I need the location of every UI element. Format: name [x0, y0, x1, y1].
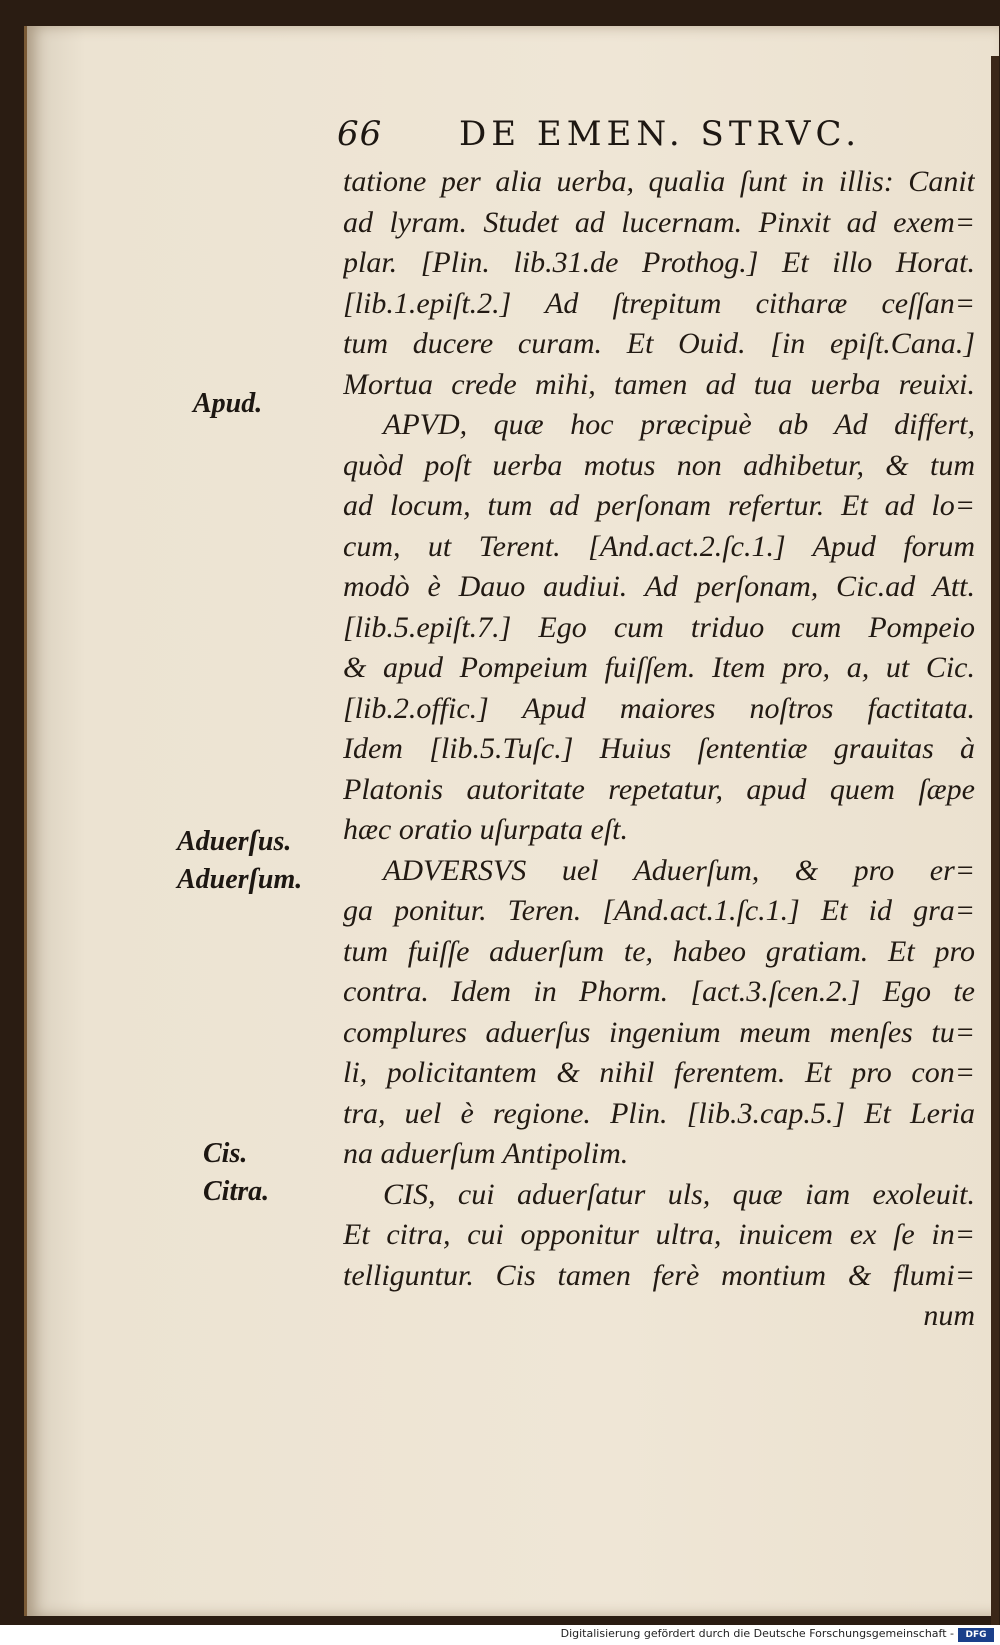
margin-note-apud: Apud.	[193, 388, 263, 419]
text-line: Mortua crede mihi, tamen ad tua uerba reuixi.	[343, 367, 975, 401]
text-line: li, policitantem & nihil ferentem. Et pro con=	[343, 1056, 975, 1089]
margin-note-citra: Citra.	[203, 1176, 270, 1207]
text-line: [lib.5.epiſt.7.] Ego cum triduo cum Pompeio	[343, 610, 975, 644]
running-head-title: DE EMEN. STRVC.	[459, 114, 862, 154]
page-edge	[991, 56, 999, 1636]
text-line: CIS, cui aduerſatur uls, quæ iam exoleuit.	[383, 1177, 975, 1211]
text-line: cum, ut Terent. [And.act.2.ſc.1.] Apud forum	[343, 529, 975, 563]
catchword: num	[923, 1299, 975, 1332]
text-line: Et citra, cui opponitur ultra, inuicem ex ſe in=	[343, 1218, 975, 1251]
margin-note-aduersus: Aduerſus.	[177, 826, 292, 857]
text-line: complures aduerſus ingenium meum menſes tu=	[343, 1015, 975, 1049]
funding-credit: Digitalisierung gefördert durch die Deutsche Forschungsgemeinschaft -	[560, 1627, 954, 1640]
text-line: ad lyram. Studet ad lucernam. Pinxit ad exem=	[343, 205, 975, 239]
text-line: telliguntur. Cis tamen ferè montium & flumi=	[343, 1258, 975, 1292]
text-line: tatione per alia uerba, qualia ſunt in illis: Canit	[343, 165, 975, 198]
margin-note-cis: Cis.	[203, 1138, 248, 1169]
text-line: contra. Idem in Phorm. [act.3.ſcen.2.] Ego te	[343, 975, 975, 1008]
text-line: ADVERSVS uel Aduerſum, & pro er=	[383, 853, 975, 887]
text-line: ga ponitur. Teren. [And.act.1.ſc.1.] Et id gra=	[343, 894, 975, 927]
text-line: modò è Dauo audiui. Ad perſonam, Cic.ad Att.	[343, 570, 975, 603]
text-line: na aduerſum Antipolim.	[343, 1137, 629, 1170]
running-head	[27, 114, 999, 158]
footer-bar	[0, 1625, 1000, 1645]
text-line: Idem [lib.5.Tuſc.] Huius ſententiæ grauitas à	[343, 732, 975, 765]
text-line: APVD, quæ hoc præcipuè ab Ad differt,	[383, 408, 975, 441]
dfg-logo: DFG	[958, 1628, 994, 1642]
text-line: quòd poſt uerba motus non adhibetur, & tum	[343, 448, 975, 482]
text-line: & apud Pompeium fuiſſem. Item pro, a, ut Cic.	[343, 651, 975, 684]
text-line: ad locum, tum ad perſonam refertur. Et ad lo=	[343, 489, 975, 522]
margin-note-aduersum: Aduerſum.	[177, 864, 303, 895]
text-line: tum ducere curam. Et Ouid. [in epiſt.Cana.]	[343, 327, 975, 360]
text-line: tra, uel è regione. Plin. [lib.3.cap.5.] Et Leria	[343, 1096, 975, 1130]
text-line: tum fuiſſe aduerſum te, habeo gratiam. Et pro	[343, 934, 975, 968]
text-line: [lib.1.epiſt.2.] Ad ſtrepitum citharæ ceſſan=	[343, 286, 975, 320]
text-line: plar. [Plin. lib.31.de Prothog.] Et illo Horat.	[343, 246, 975, 279]
book-page	[24, 26, 999, 1616]
text-line: hæc oratio uſurpata eſt.	[343, 813, 628, 846]
text-line: Platonis autoritate repetatur, apud quem ſæpe	[343, 772, 975, 806]
page-number: 66	[337, 114, 383, 154]
body-text	[343, 162, 975, 1337]
text-line: [lib.2.offic.] Apud maiores noſtros factitata.	[343, 691, 975, 725]
